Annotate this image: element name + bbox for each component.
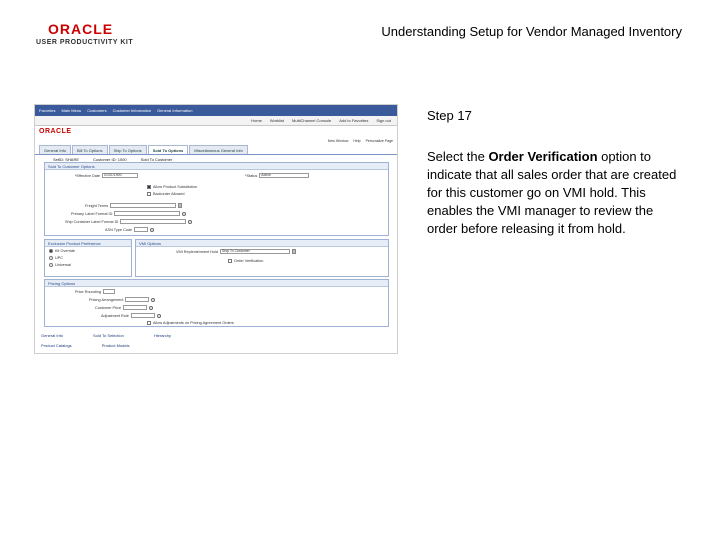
tab-bill-to-options[interactable]: Bill To Options — [72, 145, 108, 154]
freight-terms-row — [85, 203, 182, 208]
vmi-options-section — [135, 239, 389, 277]
status-select[interactable]: Active — [259, 173, 309, 178]
order-verification-row — [228, 259, 263, 263]
oracle-banner — [35, 126, 397, 137]
order-verification-checkbox[interactable] — [228, 259, 232, 263]
footer-hierarchy[interactable]: Hierarchy — [153, 333, 171, 338]
allow-adjustments-row — [147, 321, 234, 325]
vmi-hold-row — [176, 249, 296, 254]
sold-to-section-header: Sold To Customer Options — [45, 163, 388, 170]
price-rounding-row — [75, 289, 115, 294]
asn-type-label: ASN Type Code — [105, 227, 133, 232]
upc-row — [49, 256, 63, 260]
page-links — [35, 137, 397, 145]
sold-to-options-section — [44, 162, 389, 236]
adjustment-rule-label: Adjustment Rule — [101, 313, 129, 318]
menu-multichannel[interactable]: MultiChannel Console — [292, 118, 332, 123]
footer-product-catalogs[interactable]: Product Catalogs — [41, 343, 72, 348]
backorder-checkbox[interactable] — [147, 192, 151, 196]
page-tabs — [35, 145, 397, 155]
customer-price-input[interactable] — [123, 305, 147, 310]
step-text-after: option to indicate that all sales order that are created for this customer go on VMI hold. This enables the VMI manager to review the order before releasing it from hold. — [427, 149, 677, 236]
adjustment-rule-lookup-icon[interactable] — [157, 314, 161, 318]
pricing-options-section — [44, 279, 389, 327]
price-rounding-label: Price Rounding — [75, 289, 101, 294]
menu-worklist[interactable]: Worklist — [269, 118, 285, 123]
order-verification-label: Order Verification — [234, 259, 264, 263]
effective-date-row — [75, 173, 138, 178]
asn-type-lookup-icon[interactable] — [150, 228, 154, 232]
backorder-label: Backorder Allowed — [153, 192, 185, 196]
nav-customers[interactable]: Customers — [87, 108, 107, 113]
application-screenshot — [34, 104, 398, 354]
tab-misc-general-info[interactable]: Miscellaneous General Info — [189, 145, 247, 154]
backorder-row — [147, 192, 184, 196]
status-label: *Status — [245, 173, 258, 178]
allow-substitution-row — [147, 185, 197, 189]
step-description — [427, 148, 687, 238]
oracle-upk-logo — [36, 21, 134, 50]
oracle-mini-logo: ORACLE — [39, 128, 72, 135]
pricing-arrangement-row — [89, 297, 155, 302]
menu-sign-out[interactable]: Sign out — [376, 118, 391, 123]
tab-ship-to-options[interactable]: Ship To Options — [109, 145, 147, 154]
ship-container-label-label: Ship Container Label Format ID — [65, 219, 119, 224]
allow-adjustments-checkbox[interactable] — [147, 321, 151, 325]
adjustment-rule-row — [101, 313, 161, 318]
kit-override-label: Kit Override — [55, 249, 76, 253]
footer-links-row-1 — [41, 333, 171, 338]
asn-type-row — [105, 227, 154, 232]
primary-label-input[interactable] — [114, 211, 180, 216]
footer-links-row-2 — [41, 343, 129, 348]
step-label: Step 17 — [427, 108, 472, 123]
allow-substitution-checkbox[interactable] — [147, 185, 151, 189]
freight-terms-dropdown-icon[interactable] — [178, 203, 182, 208]
nav-favorites[interactable]: Favorites — [39, 108, 56, 113]
kit-override-row — [49, 249, 75, 253]
vmi-hold-label: VMI Replenishment Hold — [176, 249, 218, 254]
customer-price-label: Customer Price — [95, 305, 122, 310]
kit-override-radio[interactable] — [49, 249, 53, 253]
breadcrumb-nav — [35, 105, 397, 116]
logo-brand: ORACLE — [48, 21, 114, 37]
primary-label-row — [71, 211, 186, 216]
vmi-hold-dropdown-icon[interactable] — [292, 249, 296, 254]
footer-general-info[interactable]: General Info — [41, 333, 64, 338]
universal-label: Universal — [55, 263, 71, 267]
universal-radio[interactable] — [49, 263, 53, 267]
status-row — [245, 173, 309, 178]
upc-radio[interactable] — [49, 256, 53, 260]
effective-date-input[interactable]: 01/01/1900 — [102, 173, 138, 178]
asn-type-input[interactable] — [134, 227, 148, 232]
allow-substitution-label: Allow Product Substitution — [153, 185, 198, 189]
nav-general-information[interactable]: General Information — [157, 108, 193, 113]
adjustment-rule-input[interactable] — [131, 313, 155, 318]
upc-label: UPC — [55, 256, 64, 260]
footer-sold-to-selection[interactable]: Sold To Selection — [93, 333, 124, 338]
link-new-window[interactable]: New Window — [327, 139, 349, 143]
primary-label-lookup-icon[interactable] — [182, 212, 186, 216]
logo-subtitle: USER PRODUCTIVITY KIT — [36, 39, 134, 46]
link-help[interactable]: Help — [353, 139, 361, 143]
info-customer-id: Customer ID: 1000 — [93, 157, 127, 162]
menu-add-favorites[interactable]: Add to Favorites — [339, 118, 369, 123]
customer-price-row — [95, 305, 153, 310]
vmi-section-header: VMI Options — [136, 240, 388, 247]
allow-adjustments-label: Allow Adjustments on Pricing Agreement Orders — [153, 321, 234, 325]
pricing-arrangement-lookup-icon[interactable] — [151, 298, 155, 302]
header-menubar — [35, 116, 397, 126]
freight-terms-label: Freight Terms — [85, 203, 109, 208]
ship-container-label-input[interactable] — [120, 219, 186, 224]
step-text-bold: Order Verification — [488, 149, 598, 164]
price-rounding-input[interactable] — [103, 289, 115, 294]
exclusion-section-header: Exclusion Product Preference — [45, 240, 131, 247]
effective-date-label: *Effective Date — [75, 173, 101, 178]
ship-container-lookup-icon[interactable] — [188, 220, 192, 224]
exclusion-preference-section — [44, 239, 132, 277]
link-personalize[interactable]: Personalize Page — [365, 139, 393, 143]
pricing-section-header: Pricing Options — [45, 280, 388, 287]
universal-row — [49, 263, 71, 267]
pricing-arrangement-label: Pricing Arrangement — [89, 297, 124, 302]
tab-general-info[interactable]: General Info — [39, 145, 71, 154]
nav-customer-information[interactable]: Customer Information — [112, 108, 152, 113]
menu-home[interactable]: Home — [251, 118, 262, 123]
tab-sold-to-options[interactable]: Sold To Options — [148, 145, 189, 154]
customer-price-lookup-icon[interactable] — [149, 306, 153, 310]
primary-label-label: Primary Label Format ID — [71, 211, 113, 216]
freight-terms-select[interactable] — [110, 203, 176, 208]
info-setid: SetID: SHARE — [53, 157, 80, 162]
info-sold-to: Sold To Customer — [140, 157, 173, 162]
pricing-arrangement-input[interactable] — [125, 297, 149, 302]
document-title: Understanding Setup for Vendor Managed Inventory — [381, 24, 682, 39]
ship-container-label-row — [65, 219, 192, 224]
footer-product-models[interactable]: Product Models — [101, 343, 130, 348]
nav-main-menu[interactable]: Main Menu — [61, 108, 82, 113]
vmi-hold-select[interactable]: Ship To Customer — [220, 249, 290, 254]
step-text-before: Select the — [427, 149, 489, 164]
